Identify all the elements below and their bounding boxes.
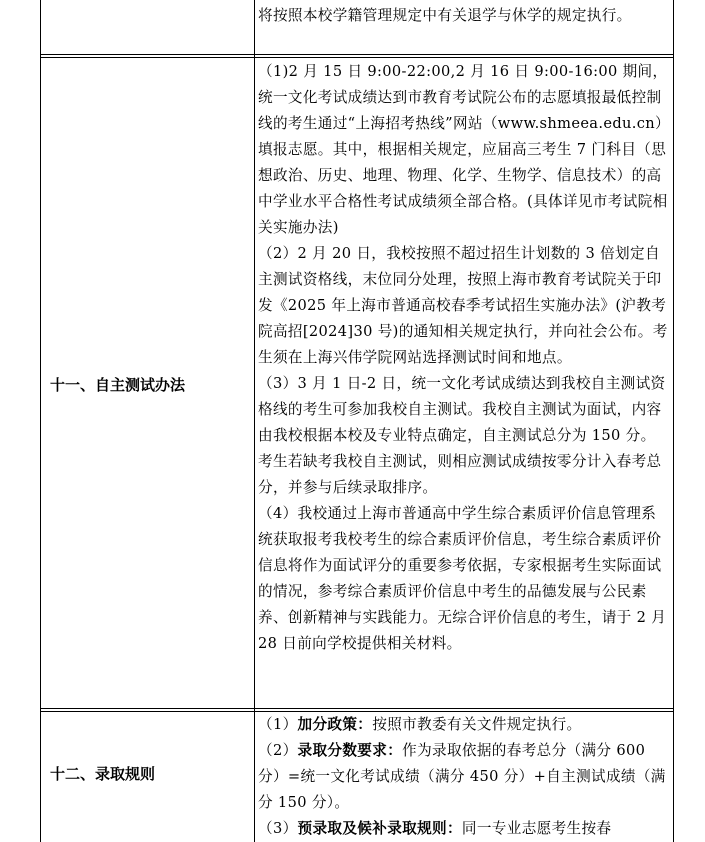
- row-12-item-1-text: 按照市教委有关文件规定执行。: [372, 716, 582, 733]
- row-11-label: 十一、自主测试办法: [50, 376, 186, 394]
- row-12-item-3: [258, 816, 668, 842]
- row-12-item-2-text: 作为录取依据的春考总分（满分 600 分）=统一文化考试成绩（满分 450 分）+自主测试成绩（满分 150 分）。: [258, 742, 666, 811]
- row-12-item-2-prefix: （2）: [258, 742, 298, 759]
- table-column-divider: [254, 0, 255, 842]
- row-12-item-2-heading: 录取分数要求：: [297, 742, 403, 759]
- row-11-content-cell: [258, 59, 668, 657]
- row-12-item-2: [258, 738, 668, 816]
- row-top-content-cell: [258, 3, 668, 29]
- row-11-paragraph-3: （3）3 月 1 日-2 日，统一文化考试成绩达到我校自主测试资格线的考生可参加我校自主测试。我校自主测试为面试，内容由我校根据本校及专业特点确定，自主测试总分为 150 分。考生若缺考我校自主测试，则相应测试成绩按零分计入春考总分，并参与后续录取排序。: [258, 375, 666, 496]
- table-border-right: [673, 0, 674, 842]
- row-11-paragraph-2: （2）2 月 20 日，我校按照不超过招生计划数的 3 倍划定自主测试资格线，末位同分处理，按照上海市教育考试院关于印发《2025 年上海市普通高校春季考试招生实施办法》(沪教考院高招[2024]30 号)的通知相关规定执行，并向社会公布。考生须在上海兴伟学院网站选择测试时间和地点。: [258, 245, 668, 366]
- row-11-paragraph-1: （1)2 月 15 日 9:00-22:00,2 月 16 日 9:00-16:00 期间，统一文化考试成绩达到市教育考试院公布的志愿填报最低控制线的考生通过“上海招考热线”网站（www.shmeea.edu.cn）填报志愿。其中，根据相关规定，应届高三考生 7 门科目（思想政治、历史、地理、物理、化学、生物学、信息技术）的高中学业水平合格性考试成绩须全部合格。(具体详见市考试院相关实施办法): [258, 63, 668, 236]
- row-12-label: 十二、录取规则: [50, 765, 156, 783]
- row-12-item-3-prefix: （3）: [258, 820, 298, 837]
- row-12-item-1: [258, 712, 668, 738]
- table-border-left: [40, 0, 41, 842]
- row-12-content-cell: [258, 712, 668, 842]
- row-top-text: 将按照本校学籍管理规定中有关退学与休学的规定执行。: [258, 7, 632, 24]
- row-12-item-1-prefix: （1）: [258, 716, 298, 733]
- row-divider-top: [40, 54, 674, 55]
- row-12-item-3-text: 同一专业志愿考生按春: [461, 820, 612, 837]
- row-divider-middle: [40, 708, 674, 709]
- row-divider-top-2: [40, 57, 674, 58]
- row-11-paragraph-4: （4）我校通过上海市普通高中学生综合素质评价信息管理系统获取报考我校考生的综合素质评价信息，考生综合素质评价信息将作为面试评分的重要参考依据，专家根据考生实际面试的情况，参考综合素质评价信息中考生的品德发展与公民素养、创新精神与实践能力。无综合评价信息的考生，请于 2 月 28 日前向学校提供相关材料。: [258, 505, 667, 652]
- row-12-item-1-heading: 加分政策：: [297, 716, 373, 733]
- row-12-item-3-heading: 预录取及候补录取规则：: [297, 820, 462, 837]
